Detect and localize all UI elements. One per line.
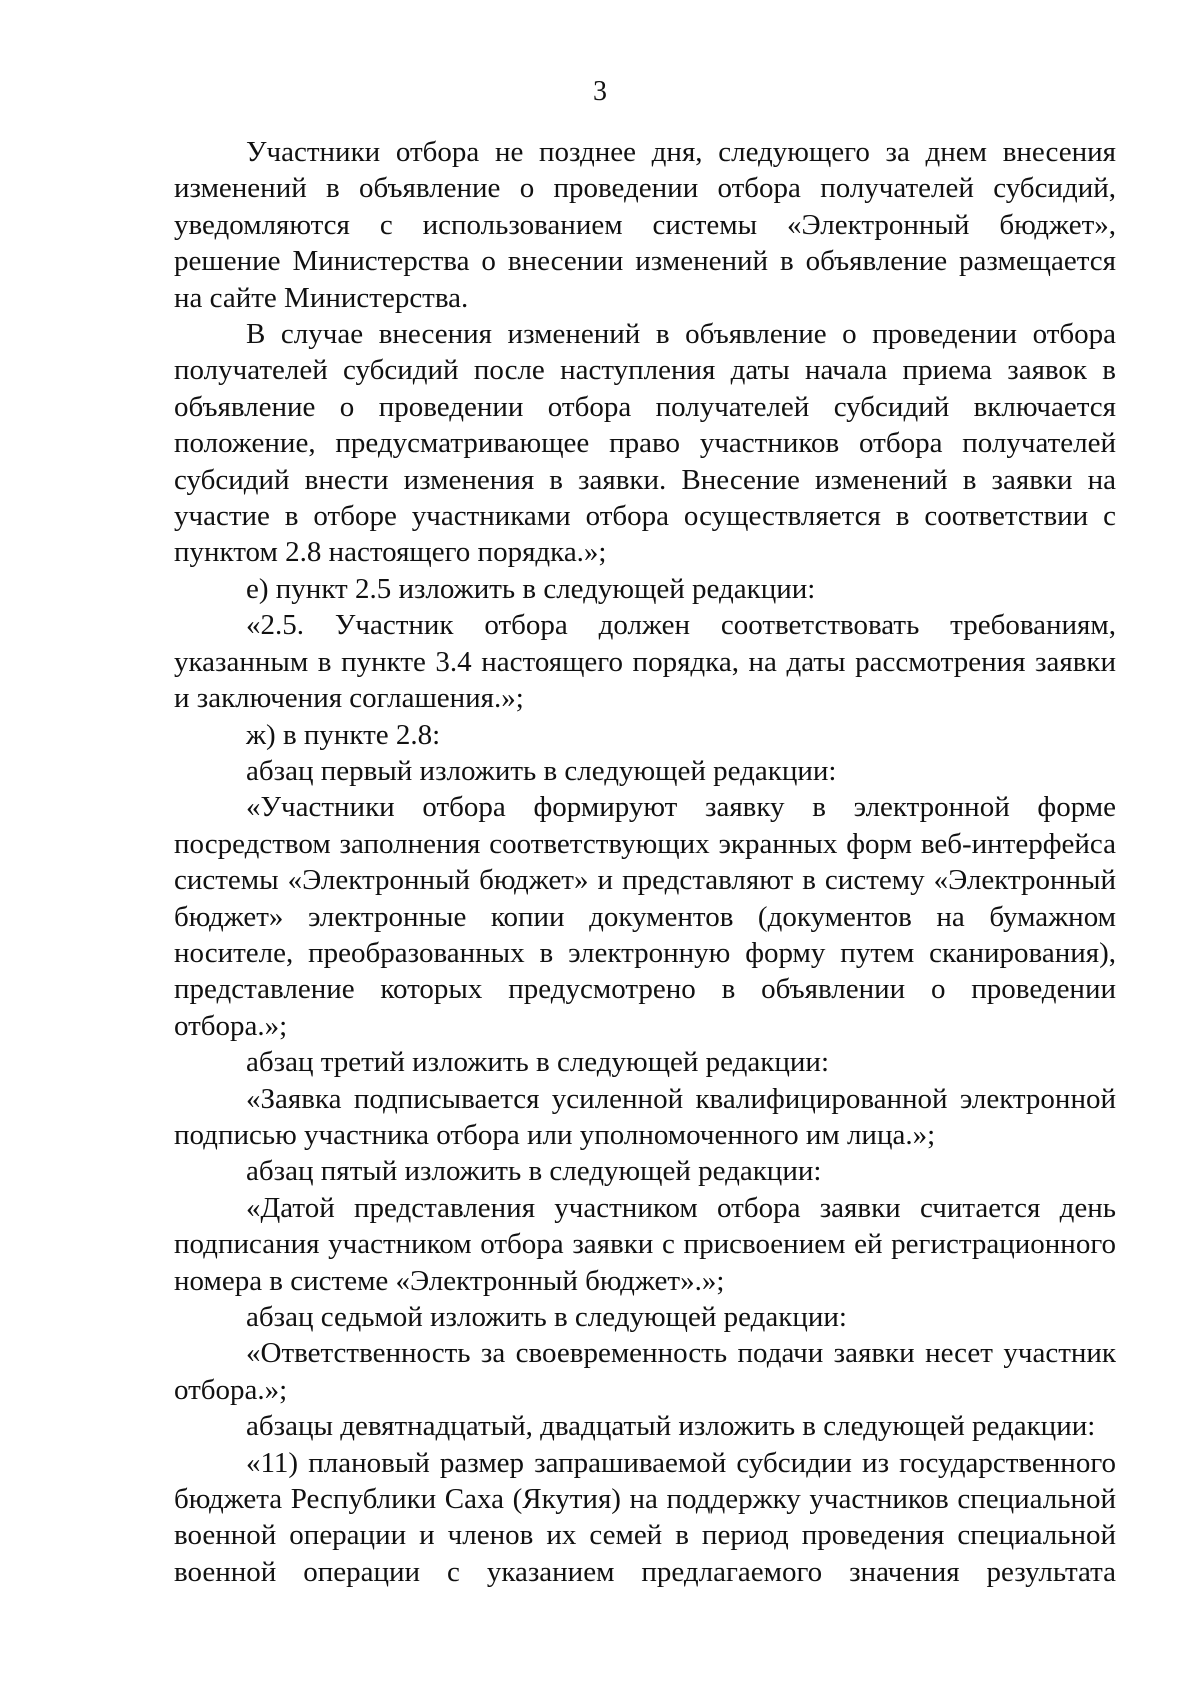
paragraph: абзацы девятнадцатый, двадцатый изложить в следующей редакции: [246,1410,1096,1443]
page-number: 3 [593,76,607,107]
document-body [174,134,1116,1590]
paragraph: В случае внесения изменений в объявление о проведении отбора получателей субсидий после наступления даты начала приема заявок в объявление о проведении отбора получателей субсидий включается положение, предусматривающее право участников отбора получателей субсидий внести изменения в заявки. Внесение изменений в заявки на участие в отборе участниками отбора осуществляется в соответствии с пунктом 2.8 настоящего порядка.»; [174,318,1116,569]
paragraph: «Заявка подписывается усиленной квалифицированной электронной подписью участника отбора или уполномоченного им лица.»; [174,1082,1116,1151]
paragraph: «Датой представления участником отбора заявки считается день подписания участником отбора заявки с присвоением ей регистрационного номера в системе «Электронный бюджет».»; [174,1191,1116,1297]
paragraph: «Участники отбора формируют заявку в электронной форме посредством заполнения соответствующих экранных форм веб-интерфейса системы «Электронный бюджет» и представляют в систему «Электронный бюджет» электронные копии документов (документов на бумажном носителе, преобразованных в электронную форму путем сканирования), представление которых предусмотрено в объявлении о проведении отбора.»; [174,791,1116,1042]
paragraph: «2.5. Участник отбора должен соответствовать требованиям, указанным в пункте 3.4 настоящего порядка, на даты рассмотрения заявки и заключения соглашения.»; [174,609,1116,715]
paragraph: «11) плановый размер запрашиваемой субсидии из государственного бюджета Республики Саха (Якутия) на поддержку участников специальной военной операции и членов их семей в период проведения специальной военной операции с указанием предлагаемого значения результата [174,1446,1116,1588]
paragraph: Участники отбора не позднее дня, следующего за днем внесения изменений в объявление о проведении отбора получателей субсидий, уведомляются с использованием системы «Электронный бюджет», решение Министерства о внесении изменений в объявление размещается на сайте Министерства. [174,136,1116,314]
paragraph: абзац седьмой изложить в следующей редакции: [246,1301,847,1333]
paragraph: ж) в пункте 2.8: [246,718,441,751]
paragraph: абзац третий изложить в следующей редакции: [246,1046,830,1079]
paragraph: «Ответственность за своевременность подачи заявки несет участник отбора.»; [174,1337,1116,1406]
paragraph: е) пункт 2.5 изложить в следующей редакции: [246,572,816,605]
paragraph: абзац первый изложить в следующей редакции: [246,754,837,787]
paragraph: абзац пятый изложить в следующей редакции: [246,1155,822,1188]
